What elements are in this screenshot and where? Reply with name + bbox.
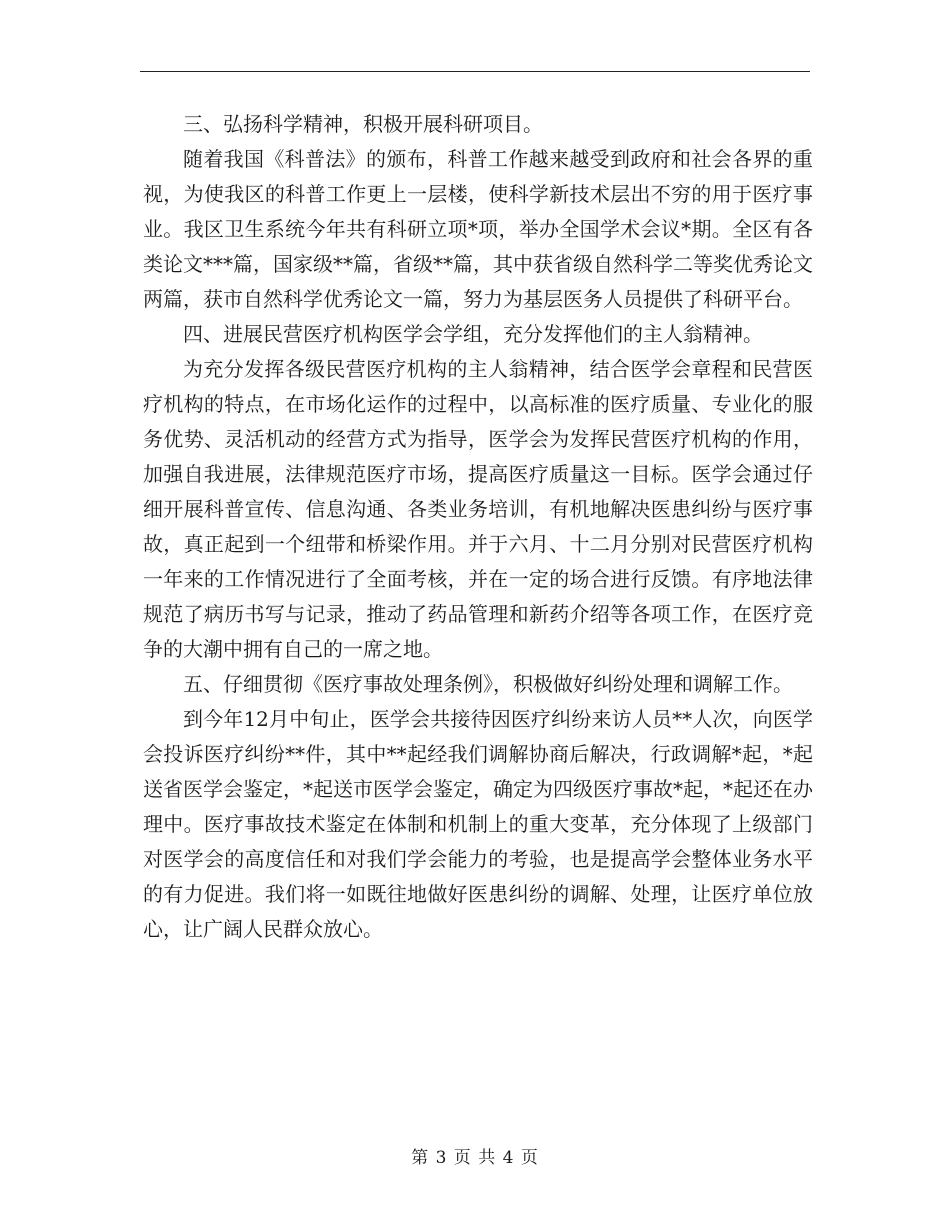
paragraph-research: 随着我国《科普法》的颁布，科普工作越来越受到政府和社会各界的重视，为使我区的科普工作更上一层楼，使科学新技术层出不穷的用于医疗事业。我区卫生系统今年共有科研立项*项，举办全国学术会议*期。全区有各类论文***篇，国家级**篇，省级**篇，其中获省级自然科学二等奖优秀论文两篇，获市自然科学优秀论文一篇，努力为基层医务人员提供了科研平台。 — [143, 147, 813, 311]
paragraph-private-institutions: 为充分发挥各级民营医疗机构的主人翁精神，结合医学会章程和民营医疗机构的特点，在市场化运作的过程中，以高标准的医疗质量、专业化的服务优势、灵活机动的经营方式为指导，医学会为发挥民营医疗机构的作用，加强自我进展，法律规范医疗市场，提高医疗质量这一目标。医学会通过仔细开展科普宣传、信息沟通、各类业务培训，有机地解决医患纠纷与医疗事故，真正起到一个纽带和桥梁作用。并于六月、十二月分别对民营医疗机构一年来的工作情况进行了全面考核，并在一定的场合进行反馈。有序地法律规范了病历书写与记录，推动了药品管理和新药介绍等各项工作，在医疗竞争的大潮中拥有自己的一席之地。 — [143, 357, 813, 661]
footer-current-page: 3 — [435, 1148, 448, 1168]
section-heading-4: 四、进展民营医疗机构医学会学组，充分发挥他们的主人翁精神。 — [183, 322, 763, 346]
footer-suffix: 页 — [520, 1148, 539, 1168]
header-rule — [140, 71, 810, 72]
page-footer — [0, 1146, 950, 1170]
footer-middle: 页 共 — [453, 1148, 497, 1168]
section-heading-3: 三、弘扬科学精神，积极开展科研项目。 — [183, 112, 543, 136]
footer-total-pages: 4 — [502, 1148, 515, 1168]
footer-prefix: 第 — [411, 1148, 430, 1168]
section-heading-5: 五、仔细贯彻《医疗事故处理条例》，积极做好纠纷处理和调解工作。 — [183, 672, 793, 696]
paragraph-disputes: 到今年12月中旬止，医学会共接待因医疗纠纷来访人员**人次，向医学会投诉医疗纠纷**件，其中**起经我们调解协商后解决，行政调解*起，*起送省医学会鉴定，*起送市医学会鉴定，确定为四级医疗事故*起，*起还在办理中。医疗事故技术鉴定在体制和机制上的重大变革，充分体现了上级部门对医学会的高度信任和对我们学会能力的考验，也是提高学会整体业务水平的有力促进。我们将一如既往地做好医患纠纷的调解、处理，让医疗单位放心，让广阔人民群众放心。 — [143, 707, 813, 941]
document-body — [143, 107, 813, 947]
